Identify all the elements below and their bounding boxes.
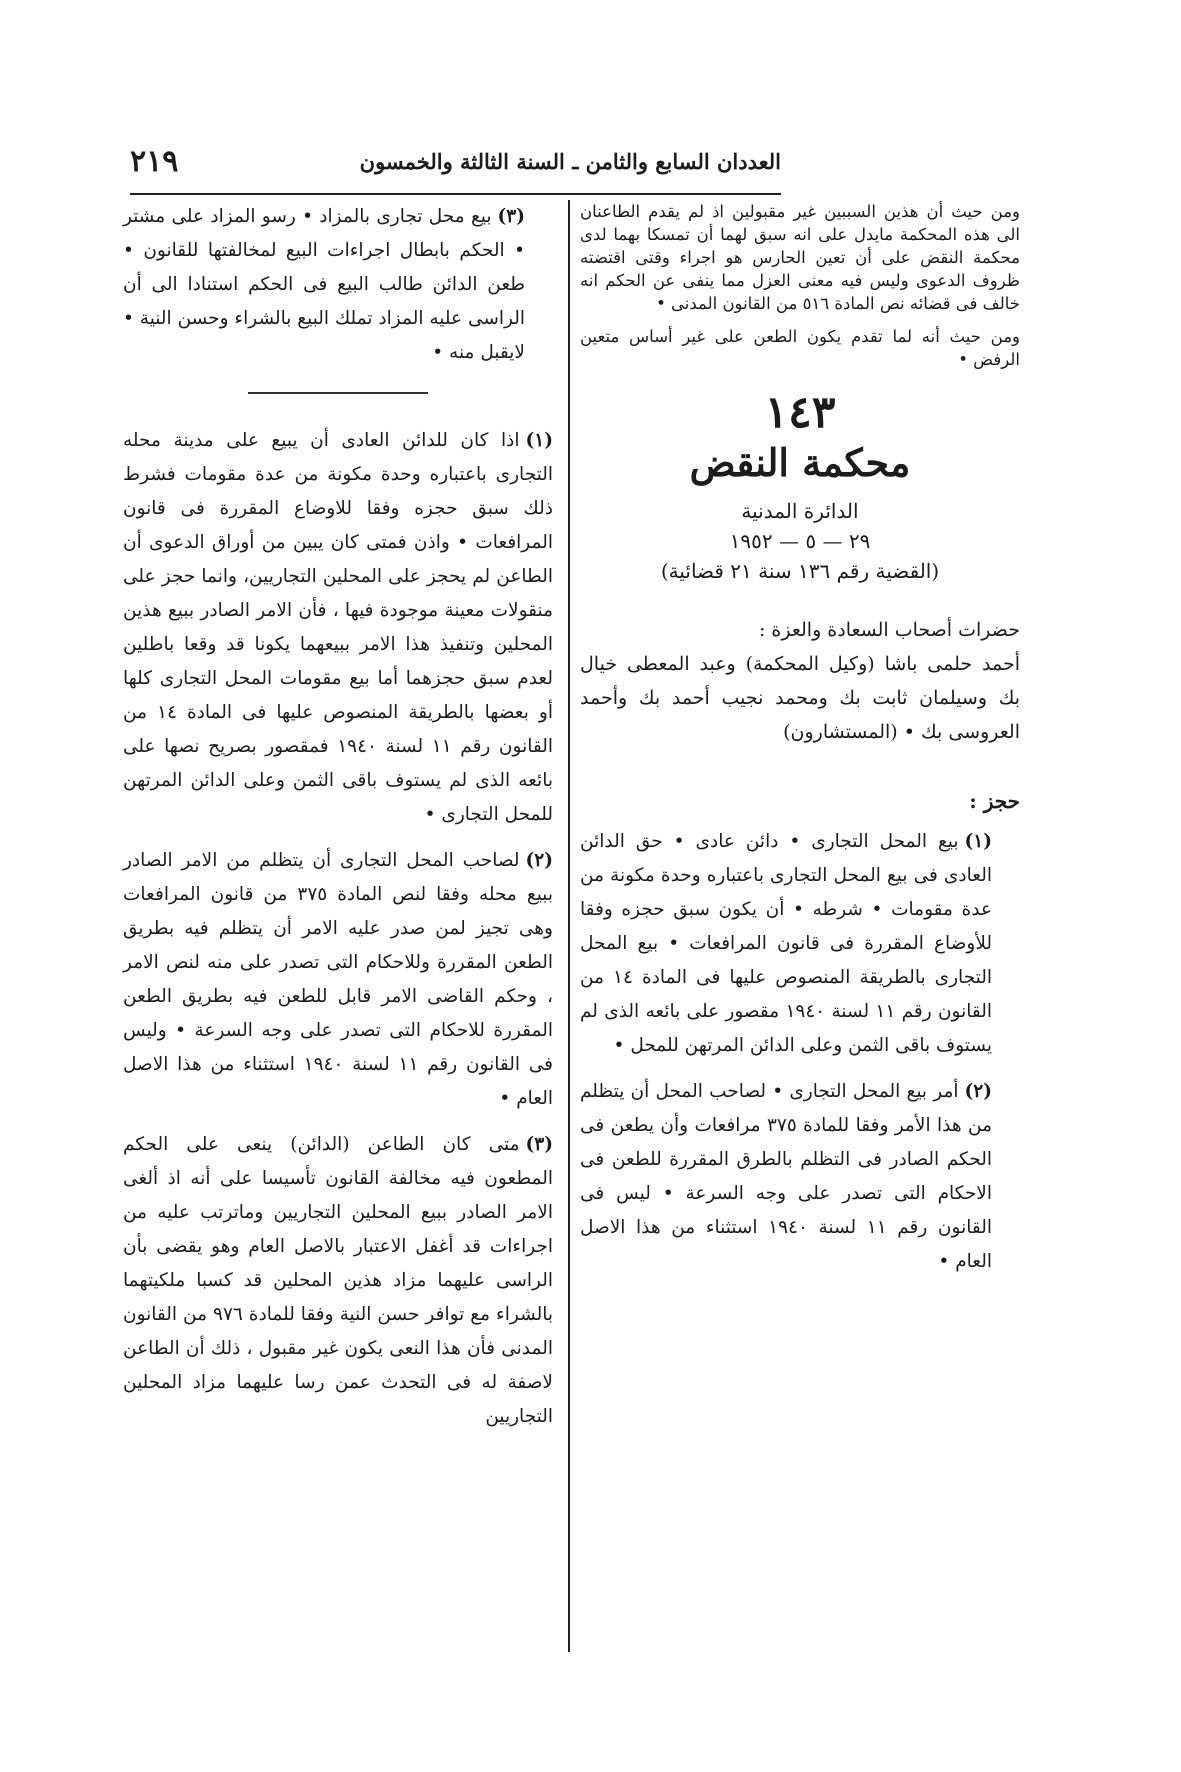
topic-label: حجز :: [969, 789, 1020, 813]
principle-paragraph: [123, 844, 553, 1116]
clause-text: بيع المحل التجارى • دائن عادى • حق الدائن العادى فى بيع المحل التجارى باعتباره وحدة مكونة من عدة مقومات • شرطه • أن يكون سبق حجزه وفقا للأوضاع المقررة فى قانون المرافعات • بيع المحل التجارى بالطريقة المنصوص عليها فى المادة ١٤ من القانون رقم ١١ لسنة ١٩٤٠ مقصور على بائعه الذى لم يستوف باقى الثمن وعلى الدائن المرتهن للمحل •: [580, 831, 993, 1056]
judgment-date: ٢٩ — ٥ — ١٩٥٢: [729, 529, 871, 553]
clause-text: أمر بيع المحل التجارى • لصاحب المحل أن يتظلم من هذا الأمر وفقا للمادة ٣٧٥ مرافعات وأن يطعن فى الحكم الصادر فى التظلم بالطرق المقررة للطعن فى الاحكام التى تصدر على وجه السرعة • ليس فى القانون رقم ١١ لسنة ١٩٤٠ استثناء من هذا الاصل العام •: [580, 1081, 993, 1272]
clause-number: (٢): [964, 1081, 992, 1102]
judges-block: [580, 613, 1020, 749]
principle-text: متى كان الطاعن (الدائن) ينعى على الحكم المطعون فيه مخالفة القانون تأسيسا على أنه اذ ألغى الامر الصادر ببيع المحلين التجاريين وماترتب عليه من اجراءات قد أغفل الاعتبار بالاصل العام وهو يقضى بأن الراسى عليهما مزاد هذين المحلين قد كسبا ملكيتهما بالشراء مع توافر حسن النية وفقا للمادة ٩٧٦ من القانون المدنى فأن هذا النعى يكون غير مقبول ، ذلك أن الطاعن لاصفة له فى التحدث عمن رسا عليهما مزاد المحلين التجاريين: [123, 1134, 553, 1427]
case-reference: (القضية رقم ١٣٦ سنة ٢١ قضائية): [660, 559, 940, 583]
principle-text: لصاحب المحل التجارى أن يتظلم من الامر الصادر ببيع محله وفقا لنص المادة ٣٧٥ من قانون المرافعات وهى تجيز لمن صدر عليه الامر أن يتظلم فيه بطريق الطعن المقررة وللاحكام التى تصدر على منه لنص الامر ، وحكم القاضى الامر قابل للطعن فيه بطريق الطعن المقررة للاحكام التى تصدر على وجه السرعة • وليس فى القانون رقم ١١ لسنة ١٩٤٠ استثناء من هذا الاصل العام •: [123, 850, 554, 1109]
judges-intro: حضرات أصحاب السعادة والعزة :: [758, 619, 1020, 641]
division: الدائرة المدنية: [741, 499, 859, 523]
principle-number: (٣): [525, 1134, 553, 1155]
page-number: ٢١٩: [130, 143, 179, 179]
clause-number: (١): [964, 831, 992, 852]
headnote-clause: [580, 1075, 1020, 1279]
right-column: [580, 200, 1020, 1291]
section-divider: [248, 392, 428, 394]
headnote-clause: [580, 825, 1020, 1063]
principle-number: (١): [525, 430, 553, 451]
page-header: [130, 136, 781, 186]
case-number: ١٤٣: [764, 387, 836, 438]
left-column: [123, 200, 553, 1446]
running-title: العددان السابع والثامن ـ السنة الثالثة والخمسون: [359, 148, 781, 174]
principle-text: اذا كان للدائن العادى أن يبيع على مدينة محله التجارى باعتباره وحدة مكونة من عدة مقومات فشرط ذلك سبق حجزه وفقا للاوضاع المقررة فى قانون المرافعات • واذن فمتى كان يبين من أوراق الدعوى أن الطاعن لم يحجز على المحلين التجاريين، وانما حجز على منقولات معينة موجودة فيها ، فأن الامر الصادر ببيع هذين المحلين وتنفيذ هذا الامر ببيعهما يكونا قد وقعا باطلين لعدم سبق حجزهما أما بيع مقومات المحل التجارى كلها أو بعضها بالطريقة المنصوص عليها فى المادة ١٤ من القانون رقم ١١ لسنة ١٩٤٠ فمقصور بصريح نصها على بائعه الذى لم يستوف باقى الثمن وعلى الدائن المرتهن للمحل التجارى •: [123, 430, 554, 825]
column-divider: [568, 200, 570, 1652]
opening-paragraph-2: ومن حيث أنه لما تقدم يكون الطعن على غير أساس متعين الرفض •: [580, 327, 1020, 369]
court-name: محكمة النقض: [689, 440, 911, 485]
judges-names: أحمد حلمى باشا (وكيل المحكمة) وعبد المعطى خيال بك وسيلمان ثابت بك ومحمد نجيب أحمد بك وأحمد العروسى بك • (المستشارون): [580, 653, 1020, 743]
headnote-clause: [123, 200, 553, 370]
principle-number: (٢): [525, 850, 553, 871]
clause-number: (٣): [497, 206, 525, 227]
clause-text: بيع محل تجارى بالمزاد • رسو المزاد على مشتر • الحكم بابطال اجراءات البيع لمخالفتها للقانون • طعن الدائن طالب البيع فى الحكم استنادا الى أن الراسى عليه المزاد تملك البيع بالشراء وحسن النية • لايقبل منه •: [123, 206, 525, 363]
header-rule: [130, 193, 781, 195]
principle-paragraph: [123, 424, 553, 832]
opening-paragraph-1: ومن حيث أن هذين السببين غير مقبولين اذ لم يقدم الطاعنان الى هذه المحكمة مايدل على انه سبق لهما أن تمسكا بهما لدى محكمة النقض على أن تعين الحارس هو اجراء وقتى اقتضته ظروف الدعوى وليس فيه معنى العزل مما ينفى عن الحكم انه خالف فى قضائه نص المادة ٥١٦ من القانون المدنى •: [580, 202, 1020, 313]
principle-paragraph: [123, 1128, 553, 1434]
